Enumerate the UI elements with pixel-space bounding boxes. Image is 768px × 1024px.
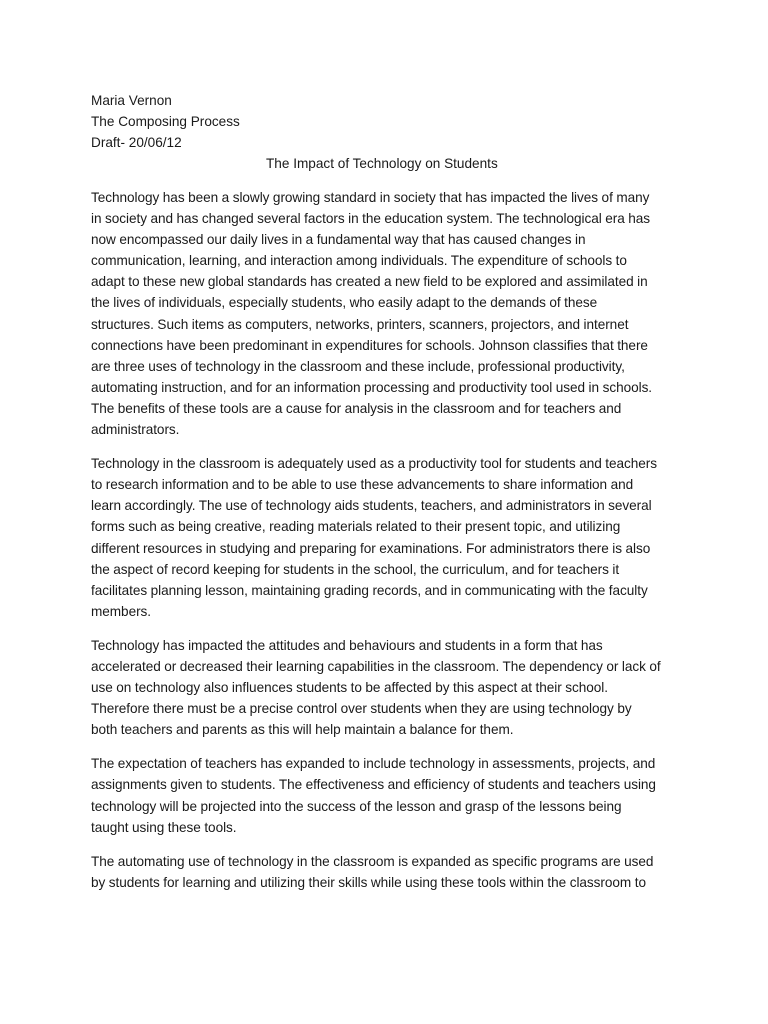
paragraph-line: now encompassed our daily lives in a fundamental way that has caused changes in — [91, 232, 586, 248]
paragraph-line: The expectation of teachers has expanded to include technology in assessments, projects, and — [91, 756, 656, 772]
paragraph-line: The automating use of technology in the classroom is expanded as specific programs are used — [91, 853, 654, 869]
paragraph-line: different resources in studying and preparing for examinations. For administrators there is also — [91, 540, 651, 556]
paragraph-line: administrators. — [91, 422, 180, 438]
paragraph-line: automating instruction, and for an information processing and productivity tool used in schools. — [91, 379, 653, 395]
paragraph-1 — [91, 187, 679, 440]
paragraph-line: members. — [91, 603, 152, 619]
paragraph-line: facilitates planning lesson, maintaining grading records, and in communicating with the faculty — [91, 582, 648, 598]
paragraph-line: Technology has been a slowly growing standard in society that has impacted the lives of many — [91, 190, 650, 205]
paragraph-line: Technology has impacted the attitudes and behaviours and students in a form that has — [91, 637, 603, 653]
document-title: The Impact of Technology on Students — [266, 156, 498, 171]
paragraph-line: in society and has changed several factors in the education system. The technological era has — [91, 211, 651, 227]
paragraph-line: communication, learning, and interaction among individuals. The expenditure of schools to — [91, 253, 627, 269]
paragraph-line: Therefore there must be a precise control over students when they are using technology by — [91, 701, 632, 717]
paragraph-line: assignments given to students. The effectiveness and efficiency of students and teachers using — [91, 777, 656, 793]
paragraph-line: taught using these tools. — [91, 819, 237, 835]
course-name: The Composing Process — [91, 114, 240, 129]
paragraph-line: both teachers and parents as this will help maintain a balance for them. — [91, 722, 514, 738]
paragraph-3 — [91, 635, 679, 740]
paragraph-line: technology will be projected into the success of the lesson and grasp of the lessons being — [91, 798, 622, 814]
paragraph-line: the aspect of record keeping for students in the school, the curriculum, and for teachers it — [91, 561, 620, 577]
paragraph-5 — [91, 851, 679, 893]
paragraph-4 — [91, 753, 679, 837]
draft-date: Draft- 20/06/12 — [91, 135, 182, 150]
paragraph-line: accelerated or decreased their learning capabilities in the classroom. The dependency or lack of — [91, 658, 661, 674]
paragraph-line: are three uses of technology in the classroom and these include, professional productivity, — [91, 358, 625, 374]
paragraph-line: the lives of individuals, especially students, who easily adapt to the demands of these — [91, 295, 598, 311]
paragraph-line: The benefits of these tools are a cause for analysis in the classroom and for teachers and — [91, 400, 622, 416]
paragraph-line: connections have been predominant in expenditures for schools. Johnson classifies that there — [91, 337, 648, 353]
author-name: Maria Vernon — [91, 93, 172, 108]
paragraph-line: learn accordingly. The use of technology aids students, teachers, and administrators in several — [91, 498, 652, 514]
paragraph-line: by students for learning and utilizing their skills while using these tools within the classroom to — [91, 874, 646, 890]
paragraph-line: to research information and to be able to use these advancements to share information and — [91, 477, 634, 493]
document-body — [91, 90, 679, 893]
paragraph-line: use on technology also influences students to be affected by this aspect at their school. — [91, 680, 608, 696]
paragraph-line: Technology in the classroom is adequately used as a productivity tool for students and teachers — [91, 456, 657, 472]
paragraph-line: structures. Such items as computers, networks, printers, scanners, projectors, and internet — [91, 316, 629, 332]
paragraph-line: forms such as being creative, reading materials related to their present topic, and utilizing — [91, 519, 621, 535]
paragraph-2 — [91, 453, 679, 622]
paragraph-line: adapt to these new global standards has created a new field to be explored and assimilated in — [91, 274, 648, 290]
